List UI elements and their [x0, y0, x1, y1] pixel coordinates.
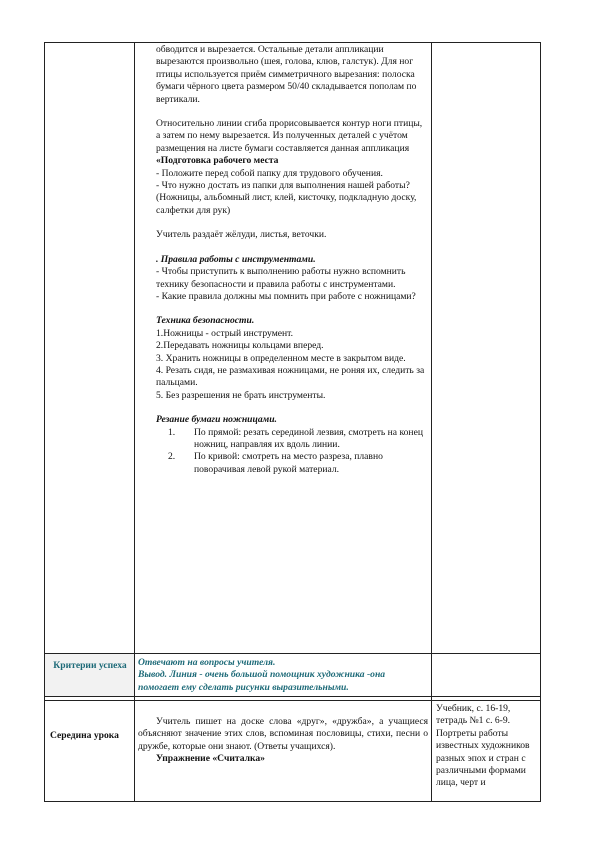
safety-item: 2.Передавать ножницы кольцами вперед. [156, 340, 324, 352]
cutting-heading: Резание бумаги ножницами. [156, 414, 277, 426]
list-item-text: По кривой: смотреть на место разреза, плавно поворачивая левой рукой материал. [194, 451, 383, 475]
workplace-line-1: - Положите перед собой папку для трудового обучения. [156, 167, 383, 179]
list-item [156, 451, 428, 476]
list-item-text: По прямой: резать серединой лезвия, смотреть на конец ножниц, направляя их вдоль линии. [194, 426, 423, 450]
table-border-bottom [44, 801, 541, 802]
cutting-list [156, 427, 428, 477]
middle-paragraph: Учитель пишет на доске слова «друг», «дружба», а учащиеся объясняют значение этих слов, вспоминая пословицы, стихи, песни о дружбе, которые они знают. (Ответы учащихся). [138, 716, 428, 752]
safety-item: 1.Ножницы - острый инструмент. [156, 327, 294, 339]
paragraph-fold-line: Относительно линии сгиба прорисовывается контур ноги птицы, а затем по нему вырезается. Из полученных деталей с учётом размещения на листе бумаги составляется данная аппликация [156, 118, 423, 154]
table-row-divider-2 [44, 696, 541, 697]
teacher-line: Учитель раздаёт жёлуди, листья, веточки. [156, 229, 327, 241]
rules-line-1: - Чтобы приступить к выполнению работы нужно вспомнить технику безопасности и правила работы с инструментами. [156, 266, 406, 290]
safety-heading: Техника безопасности. [156, 315, 255, 327]
middle-content [138, 716, 428, 766]
paragraph-applique: обводится и вырезается. Остальные детали аппликации вырезаются произвольно (шея, голова, клюв, галстук). Для ног птицы используется приём симметричного вырезания: полоска бумаги чёрного цвета размером 50/40 складывается пополам по вертикали. [156, 44, 417, 105]
criteria-line-2: Вывод. Линия - очень большой помощник художника -она помогает ему сделать рисунки выразительными. [138, 669, 386, 693]
table-row-divider-3 [44, 700, 541, 701]
table-border-top [44, 42, 541, 43]
table-border-right [540, 42, 541, 802]
rules-line-2: - Какие правила должны мы помнить при работе с ножницами? [156, 290, 416, 302]
rules-heading: . Правила работы с инструментами. [156, 253, 316, 265]
safety-item: 5. Без разрешения не брать инструменты. [156, 389, 326, 401]
safety-item: 3. Хранить ножницы в определенном месте в закрытом виде. [156, 352, 406, 364]
resources-cell: Учебник, с. 16-19, тетрадь №1 с. 6-9. Портреты работы известных художников разных эпох и стран с различными формами лица, черт и [436, 703, 530, 789]
list-item-number: 2. [168, 451, 176, 463]
criteria-line-1: Отвечают на вопросы учителя. [138, 657, 276, 668]
exercise-title: Упражнение «Считалка» [156, 753, 265, 765]
table-border-col2 [431, 42, 432, 802]
safety-item: 4. Резать сидя, не размахивая ножницами, не роняя их, следить за пальцами. [156, 364, 425, 389]
criteria-label: Критерии успеха [53, 660, 127, 671]
lesson-content-cell [156, 44, 428, 476]
middle-label: Середина урока [50, 730, 119, 741]
workplace-heading: «Подготовка рабочего места [156, 155, 279, 167]
table-border-col1 [134, 42, 135, 802]
list-item [156, 427, 428, 452]
list-item-number: 1. [168, 426, 176, 438]
criteria-content [138, 657, 428, 694]
workplace-line-2: - Что нужно достать из папки для выполнения нашей работы? (Ножницы, альбомный лист, клей, кисточку, подкладную доску, салфетки для рук) [156, 180, 417, 216]
